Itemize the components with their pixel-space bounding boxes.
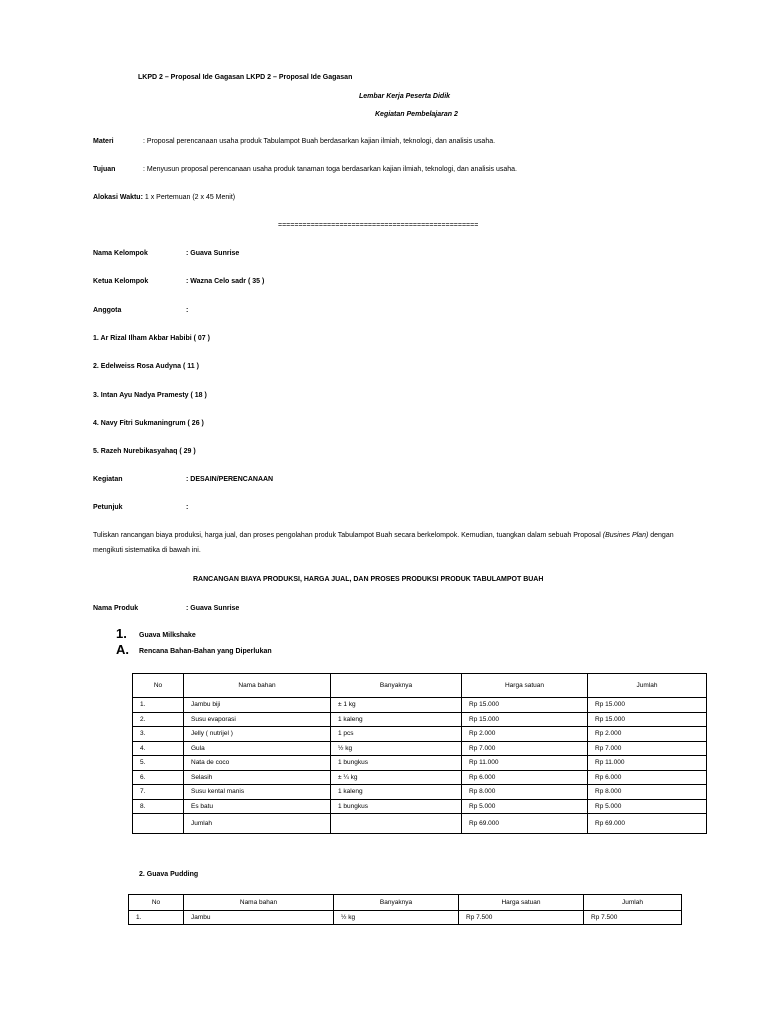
divider-line: ================================================= [278,222,479,229]
section-heading: RANCANGAN BIAYA PRODUKSI, HARGA JUAL, DAN PROSES PRODUKSI PRODUK TABULAMPOT BUAH [193,576,544,583]
anggota-label: Anggota [93,307,122,314]
cell-banyaknya: ½ kg [334,911,459,925]
cell-jumlah: Rp 11.000 [588,756,707,771]
cell-total-harga-satuan: Rp 69.000 [462,814,588,834]
instruction-tail: dengan mengikuti sistematika di bawah ini. [93,532,674,554]
alokasi-waktu [93,194,235,201]
cell-nama-bahan: Nata de coco [184,756,331,771]
col-header-banyaknya: Banyaknya [334,895,459,911]
cell-no: 3. [133,727,184,742]
subtitle-kegiatan: Kegiatan Pembelajaran 2 [375,111,458,118]
kegiatan-value: : DESAIN/PERENCANAAN [186,476,274,483]
tujuan-label: Tujuan [93,166,116,173]
cell-jumlah: Rp 7.500 [584,911,682,925]
cell-jumlah: Rp 8.000 [588,785,707,800]
product-item-2: 2. Guava Pudding [139,871,199,878]
cell-harga-satuan: Rp 2.000 [462,727,588,742]
nama-kelompok-value: : Guava Sunrise [186,250,240,257]
table-row [133,712,707,727]
cell-nama-bahan: Susu evaporasi [184,712,331,727]
cell-no [133,814,184,834]
member-item: 1. Ar Rizal Ilham Akbar Habibi ( 07 ) [93,335,210,342]
table-row [133,698,707,713]
product-item-1: Guava Milkshake [139,632,196,639]
instruction-italic: (Busines Plan) [602,532,649,539]
nama-produk-value: : Guava Sunrise [186,605,240,612]
cell-banyaknya: ± ¼ kg [331,770,462,785]
cell-no: 1. [129,911,184,925]
cell-banyaknya: ± 1 kg [331,698,462,713]
cell-harga-satuan: Rp 15.000 [462,712,588,727]
cell-banyaknya: 1 kaleng [331,712,462,727]
cell-nama-bahan: Gula [184,741,331,756]
col-header-nama-bahan: Nama bahan [184,895,334,911]
list-number: 1. [116,626,127,641]
cell-jumlah: Rp 15.000 [588,698,707,713]
cell-no: 4. [133,741,184,756]
cell-nama-bahan: Susu kental manis [184,785,331,800]
cell-jumlah: Rp 5.000 [588,799,707,814]
petunjuk-value: : [186,504,189,511]
cell-nama-bahan: Jambu biji [184,698,331,713]
cell-harga-satuan: Rp 5.000 [462,799,588,814]
table-row [133,770,707,785]
cell-no: 5. [133,756,184,771]
document-title: LKPD 2 – Proposal Ide Gagasan LKPD 2 – Proposal Ide Gagasan [138,74,353,81]
cell-no: 8. [133,799,184,814]
cell-harga-satuan: Rp 7.000 [462,741,588,756]
cell-banyaknya: 1 bungkus [331,756,462,771]
cell-nama-bahan: Selasih [184,770,331,785]
cell-harga-satuan: Rp 6.000 [462,770,588,785]
table-header-row [129,895,682,911]
col-header-harga-satuan: Harga satuan [462,674,588,698]
col-header-no: No [129,895,184,911]
table-row [129,911,682,925]
table-header-row [133,674,707,698]
table-row [133,727,707,742]
member-item: 5. Razeh Nurebikasyahaq ( 29 ) [93,448,196,455]
cell-banyaknya: 1 kaleng [331,785,462,800]
col-header-no: No [133,674,184,698]
cell-banyaknya: ½ kg [331,741,462,756]
ketua-kelompok-label: Ketua Kelompok [93,278,149,285]
alokasi-label: Alokasi Waktu: [93,194,143,201]
materi-value: : Proposal perencanaan usaha produk Tabulampot Buah berdasarkan kajian ilmiah, teknologi, dan analisis usaha. [143,138,496,145]
col-header-harga-satuan: Harga satuan [459,895,584,911]
col-header-nama-bahan: Nama bahan [184,674,331,698]
table-row [133,756,707,771]
cell-jumlah: Rp 2.000 [588,727,707,742]
subsection-heading: Rencana Bahan-Bahan yang Diperlukan [139,648,272,655]
member-item: 3. Intan Ayu Nadya Pramesty ( 18 ) [93,392,207,399]
tujuan-value: : Menyusun proposal perencanaan usaha produk tanaman toga berdasarkan kajian ilmiah, teknologi, dan analisis usaha. [143,166,517,173]
table-total-row [133,814,707,834]
ingredients-table-2 [128,894,682,925]
instruction-paragraph [93,528,685,558]
cell-jumlah: Rp 15.000 [588,712,707,727]
cell-harga-satuan: Rp 15.000 [462,698,588,713]
subtitle-lkpd: Lembar Kerja Peserta Didik [359,93,451,100]
cell-no: 6. [133,770,184,785]
col-header-banyaknya: Banyaknya [331,674,462,698]
cell-jumlah: Rp 6.000 [588,770,707,785]
cell-no: 2. [133,712,184,727]
cell-harga-satuan: Rp 11.000 [462,756,588,771]
cell-total-label: Jumlah [184,814,331,834]
cell-banyaknya [331,814,462,834]
cell-jumlah: Rp 7.000 [588,741,707,756]
alokasi-value: 1 x Pertemuan (2 x 45 Menit) [142,194,236,201]
nama-produk-label: Nama Produk [93,605,139,612]
col-header-jumlah: Jumlah [584,895,682,911]
nama-kelompok-label: Nama Kelompok [93,250,148,257]
cell-nama-bahan: Jelly ( nutrijel ) [184,727,331,742]
table-row [133,799,707,814]
kegiatan-label: Kegiatan [93,476,123,483]
member-item: 4. Navy Fitri Sukmaningrum ( 26 ) [93,420,204,427]
cell-total-jumlah: Rp 69.000 [588,814,707,834]
col-header-jumlah: Jumlah [588,674,707,698]
ingredients-table-1 [132,673,707,834]
list-letter: A. [116,642,129,657]
table-row [133,785,707,800]
instruction-text: Tuliskan rancangan biaya produksi, harga jual, dan proses pengolahan produk Tabulampot Buah secara berkelompok. Kemudian, tuangkan dalam sebuah Proposal [93,532,603,539]
cell-nama-bahan: Es batu [184,799,331,814]
table-row [133,741,707,756]
cell-banyaknya: 1 bungkus [331,799,462,814]
cell-harga-satuan: Rp 7.500 [459,911,584,925]
cell-no: 7. [133,785,184,800]
cell-nama-bahan: Jambu [184,911,334,925]
materi-label: Materi [93,138,114,145]
member-item: 2. Edelweiss Rosa Audyna ( 11 ) [93,363,199,370]
cell-harga-satuan: Rp 8.000 [462,785,588,800]
cell-no: 1. [133,698,184,713]
cell-banyaknya: 1 pcs [331,727,462,742]
anggota-value: : [186,307,189,314]
ketua-kelompok-value: : Wazna Celo sadr ( 35 ) [186,278,265,285]
petunjuk-label: Petunjuk [93,504,123,511]
